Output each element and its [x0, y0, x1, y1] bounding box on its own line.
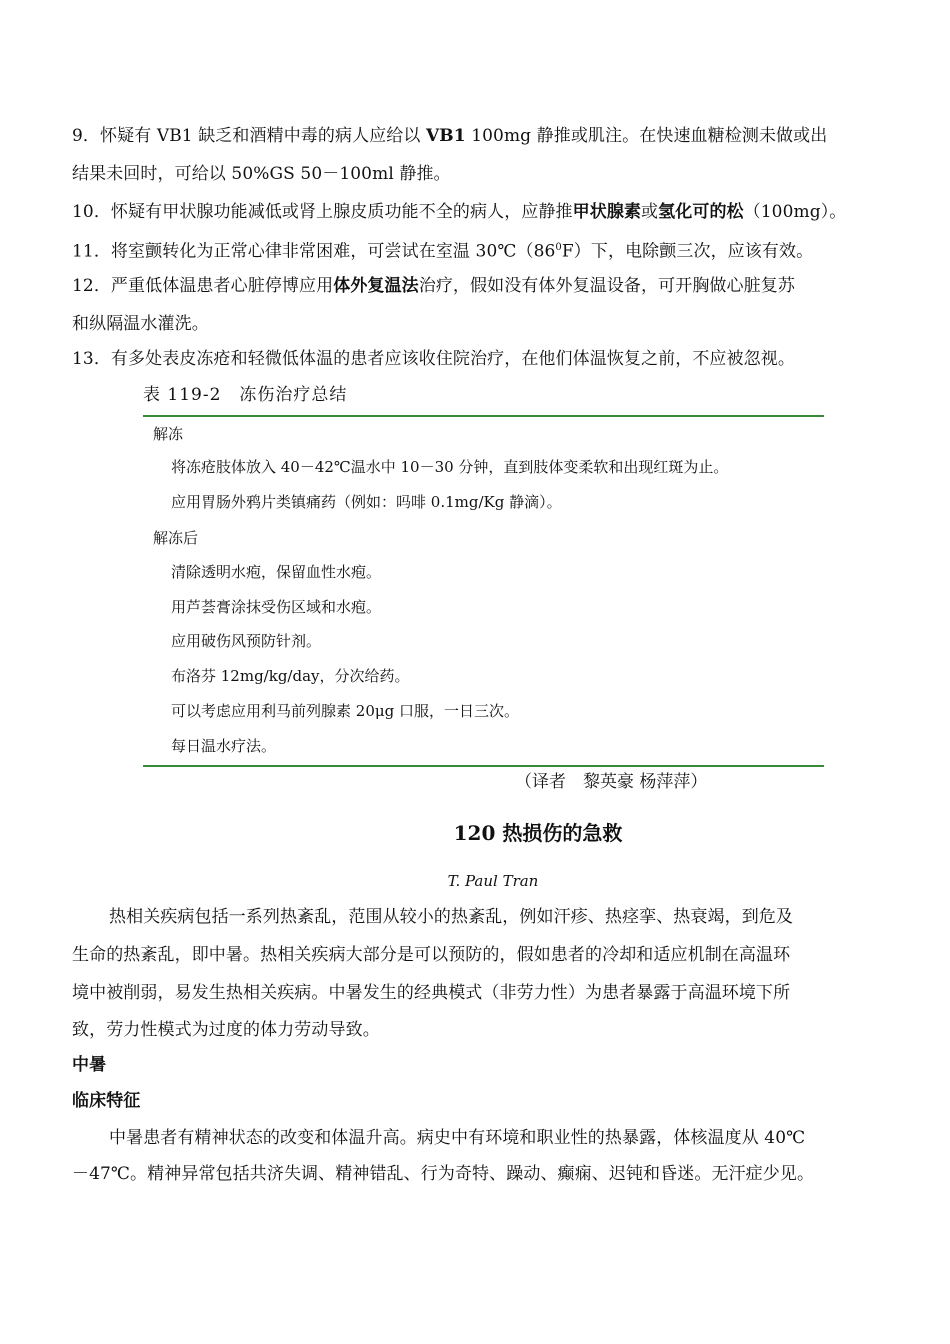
table-number: 表 119-2 — [143, 385, 222, 405]
clinical-paragraph-line: －47℃。精神异常包括共济失调、精神错乱、行为奇特、躁动、癫痫、迟钝和昏迷。无汗症少见。 — [72, 1164, 815, 1184]
item-9-line-1 — [72, 124, 827, 148]
table-row: 应用胃肠外鸦片类镇痛药（例如：吗啡 0.1mg/Kg 静滴）。 — [171, 493, 562, 511]
item-11-text: 11．将室颤转化为正常心律非常困难，可尝试在室温 30℃（86 — [72, 241, 556, 262]
table-bottom-rule — [143, 765, 824, 767]
table-row: 用芦荟膏涂抹受伤区域和水疱。 — [171, 598, 382, 616]
item-10-dose: （100mg）。 — [743, 202, 847, 222]
table-row: 应用破伤风预防针剂。 — [171, 632, 322, 650]
table-row: 清除透明水疱，保留血性水疱。 — [171, 563, 382, 581]
table-caption — [143, 383, 347, 407]
table-row: 每日温水疗法。 — [171, 737, 277, 755]
item-9-text: 9．怀疑有 VB1 缺乏和酒精中毒的病人应给以 — [72, 126, 427, 146]
item-10-bold-hydrocortisone: 氢化可的松 — [658, 202, 744, 222]
item-12-text-cont: 治疗，假如没有体外复温设备，可开胸做心脏复苏 — [418, 276, 795, 296]
chapter-title: 120 热损伤的急救 — [453, 821, 623, 845]
section-heading-heatstroke: 中暑 — [72, 1055, 107, 1075]
subsection-heading-clinical-features: 临床特征 — [72, 1091, 141, 1111]
item-13: 13．有多处表皮冻疮和轻微低体温的患者应该收住院治疗，在他们体温恢复之前，不应被忽视。 — [72, 349, 795, 369]
item-9-bold-vb1: VB1 — [426, 126, 466, 146]
intro-paragraph-line: 致，劳力性模式为过度的体力劳动导致。 — [72, 1020, 380, 1040]
table-row: 将冻疮肢体放入 40－42℃温水中 10－30 分钟，直到肢体变柔软和出现红斑为止。 — [171, 458, 729, 476]
item-9-line-2: 结果未回时，可给以 50%GS 50－100ml 静推。 — [72, 164, 451, 184]
item-12-line-2: 和纵隔温水灌洗。 — [72, 314, 209, 334]
item-12-text: 12．严重低体温患者心脏停博应用 — [72, 276, 334, 296]
intro-paragraph-line: 境中被削弱，易发生热相关疾病。中暑发生的经典模式（非劳力性）为患者暴露于高温环境下所 — [72, 983, 791, 1003]
item-9-text-cont: 100mg 静推或肌注。在快速血糖检测未做或出 — [465, 126, 828, 146]
table-title: 冻伤治疗总结 — [239, 385, 348, 405]
item-10-or: 或 — [641, 202, 659, 222]
translator-credit: （译者 黎英豪 杨萍萍） — [515, 772, 708, 792]
table-top-rule — [143, 415, 824, 417]
item-11-text-cont: F）下，电除颤三次，应该有效。 — [561, 241, 814, 262]
intro-paragraph-line: 生命的热紊乱，即中暑。热相关疾病大部分是可以预防的，假如患者的冷却和适应机制在高温环 — [72, 945, 791, 965]
chapter-author: T. Paul Tran — [447, 872, 539, 890]
item-12-line-1 — [72, 274, 795, 298]
item-11-superscript: 0 — [555, 242, 562, 253]
item-12-bold-rewarming: 体外复温法 — [333, 276, 419, 296]
table-row: 可以考虑应用利马前列腺素 20μg 口服，一日三次。 — [171, 702, 519, 720]
item-10-bold-thyroxine: 甲状腺素 — [572, 202, 642, 222]
clinical-paragraph-line: 中暑患者有精神状态的改变和体温升高。病史中有环境和职业性的热暴露，体核温度从 40℃ — [109, 1128, 806, 1148]
item-10 — [72, 200, 846, 224]
intro-paragraph-line: 热相关疾病包括一系列热紊乱，范围从较小的热紊乱，例如汗疹、热痉挛、热衰竭，到危及 — [109, 907, 793, 927]
table-row: 布洛芬 12mg/kg/day，分次给药。 — [171, 667, 410, 685]
item-11 — [72, 236, 813, 264]
item-10-text: 10．怀疑有甲状腺功能减低或肾上腺皮质功能不全的病人，应静推 — [72, 202, 573, 222]
table-section-post-thaw: 解冻后 — [153, 529, 199, 547]
table-section-thawing: 解冻 — [153, 425, 184, 443]
